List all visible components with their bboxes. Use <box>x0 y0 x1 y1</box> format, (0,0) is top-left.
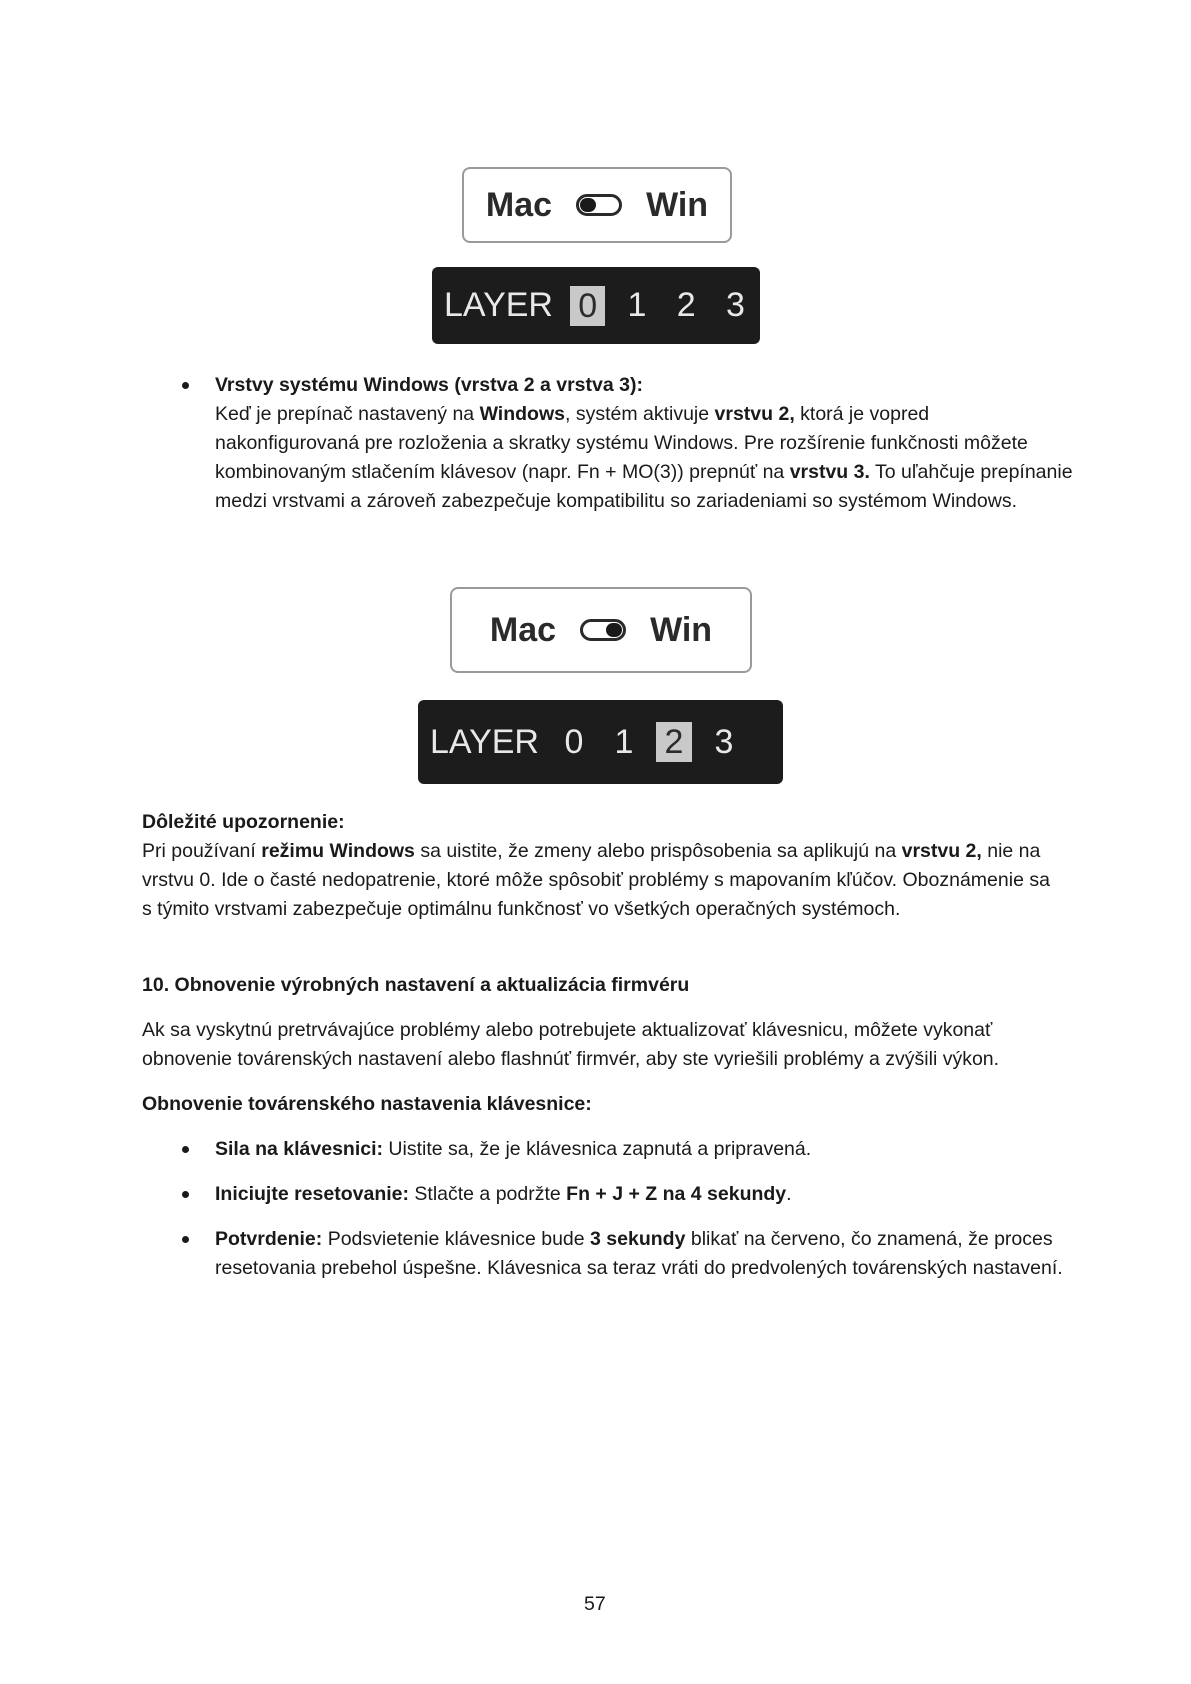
bullet-icon <box>182 1236 189 1243</box>
bullet-icon <box>182 1146 189 1153</box>
bullet-icon <box>182 382 189 389</box>
notice-paragraph: Pri používaní režimu Windows sa uistite, že zmeny alebo prispôsobenia sa aplikujú na vrstvu 2, nie na vrstvu 0. Ide o časté nedopatrenie, ktoré môže spôsobiť problémy s mapovaním kľúčov. Oboznámenie sa s týmito vrstvami zabezpečuje optimálnu funkčnosť vo všetkých operačných systémoch. <box>142 840 1050 920</box>
list-item-power: Sila na klávesnici: Uistite sa, že je klávesnica zapnutá a pripravená. <box>215 1138 812 1160</box>
layer-indicator-figure-1 <box>432 267 760 344</box>
layer-number-3: 3 <box>725 286 745 324</box>
layer-indicator-figure-2 <box>418 700 783 784</box>
mac-win-switch-figure-1 <box>462 167 732 243</box>
layer-number-2: 2 <box>676 286 696 324</box>
layer-label: LAYER <box>430 722 539 761</box>
section-10-intro: Ak sa vyskytnú pretrvávajúce problémy alebo potrebujete aktualizovať klávesnicu, môžete vykonať obnovenie továrenských nastavení alebo flashnúť firmvér, aby ste vyriešili problémy a zvýšili výkon. <box>142 1019 1000 1070</box>
windows-layers-paragraph: Keď je prepínač nastavený na Windows, systém aktivuje vrstvu 2, ktorá je vopred nakonfigurovaná pre rozloženia a skratky systému Windows. Pre rozšírenie funkčnosti môžete kombinovaným stlačením klávesov (napr. Fn + MO(3)) prepnúť na vrstvu 3. To uľahčuje prepínanie medzi vrstvami a zároveň zabezpečuje kompatibilitu so zariadeniami so systémom Windows. <box>215 403 1073 512</box>
layer-label: LAYER <box>444 286 553 324</box>
list-item-confirmation: Potvrdenie: Podsvietenie klávesnice bude 3 sekundy blikať na červeno, čo znamená, že proces resetovania prebehol úspešne. Klávesnica sa teraz vráti do predvolených továrenských nastavení. <box>215 1228 1063 1279</box>
toggle-switch-icon <box>580 619 626 641</box>
layer-number-1: 1 <box>627 286 647 324</box>
layer-number-1: 1 <box>614 722 634 761</box>
layer-number-0-selected: 0 <box>570 286 605 326</box>
layer-number-3: 3 <box>714 722 734 761</box>
factory-reset-subheading: Obnovenie továrenského nastavenia klávesnice: <box>142 1093 592 1115</box>
switch-label-mac: Mac <box>485 185 553 224</box>
layer-number-0: 0 <box>564 722 584 761</box>
switch-label-mac: Mac <box>489 610 557 649</box>
toggle-switch-icon <box>576 194 622 216</box>
layer-number-2-selected: 2 <box>656 722 692 762</box>
section-10-heading: 10. Obnovenie výrobných nastavení a aktualizácia firmvéru <box>142 974 690 996</box>
page-number: 57 <box>584 1593 606 1615</box>
list-item-initiate-reset: Iniciujte resetovanie: Stlačte a podržte Fn + J + Z na 4 sekundy. <box>215 1183 792 1205</box>
notice-heading: Dôležité upozornenie: <box>142 811 345 833</box>
switch-label-win: Win <box>646 185 709 224</box>
mac-win-switch-figure-2 <box>450 587 752 673</box>
switch-label-win: Win <box>650 610 713 649</box>
bullet-icon <box>182 1191 189 1198</box>
windows-layers-heading: Vrstvy systému Windows (vrstva 2 a vrstva 3): <box>215 374 643 396</box>
